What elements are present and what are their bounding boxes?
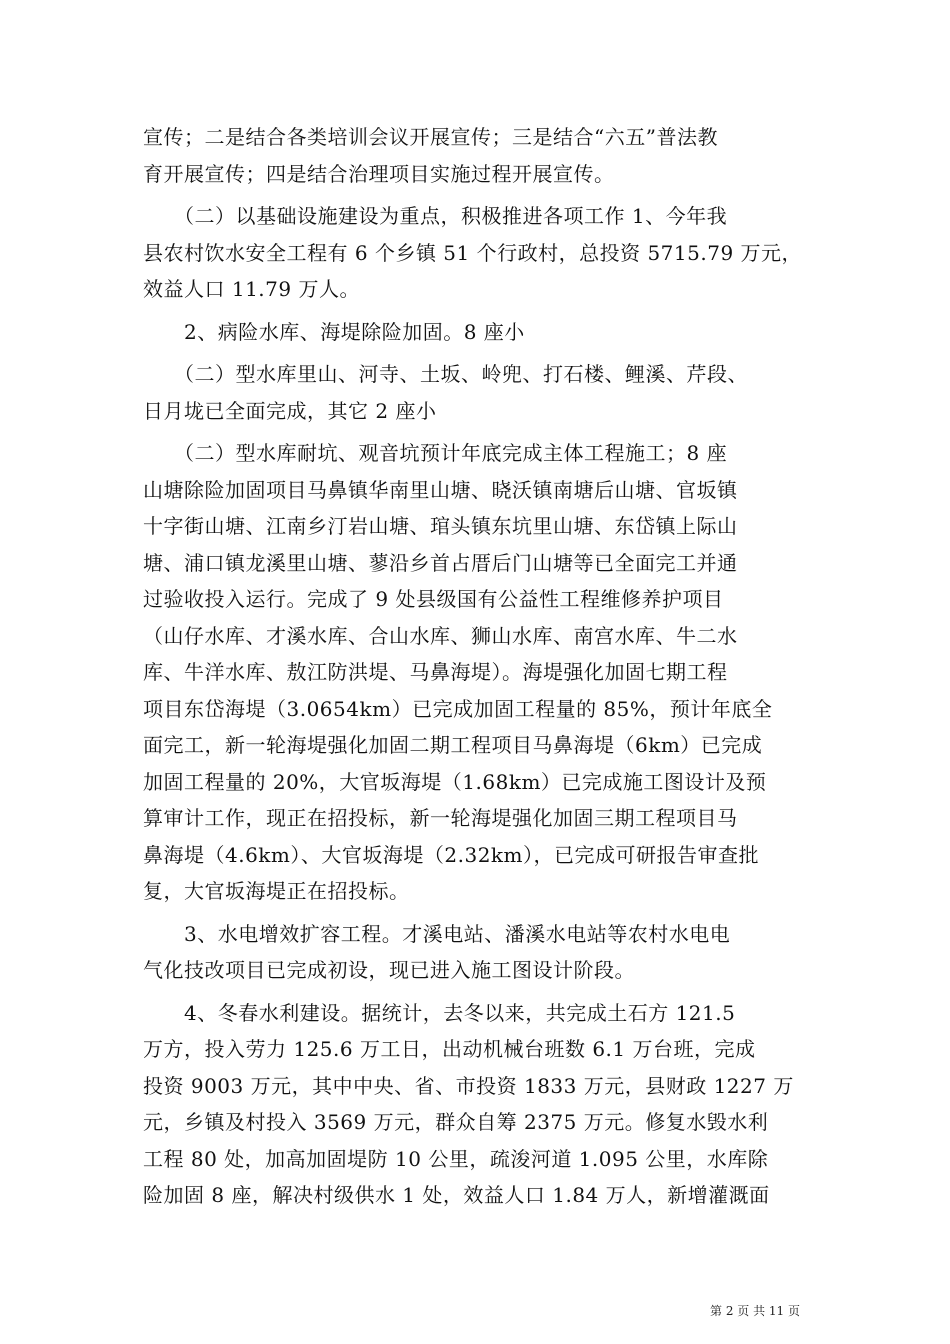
paragraph-winter-spring [143, 995, 813, 1214]
text-line: 元，乡镇及村投入 3569 万元，群众自筹 2375 万元。修复水毁水利 [143, 1110, 769, 1134]
text-line: 险加固 8 座，解决村级供水 1 处，效益人口 1.84 万人，新增灌溉面 [143, 1183, 770, 1207]
text-line: 塘、浦口镇龙溪里山塘、蓼沿乡首占厝后门山塘等已全面完工并通 [143, 550, 738, 575]
text-line: 山塘除险加固项目马鼻镇华南里山塘、晓沃镇南塘后山塘、官坂镇 [143, 477, 738, 502]
text-line: 效益人口 11.79 万人。 [143, 277, 360, 301]
text-line: 3、水电增效扩容工程。才溪电站、潘溪水电站等农村水电电 [143, 921, 731, 946]
text-line: 鼻海堤（4.6km）、大官坂海堤（2.32km），已完成可研报告审查批 [143, 842, 760, 867]
text-line: 过验收投入运行。完成了 9 处县级国有公益性工程维修养护项目 [143, 587, 724, 611]
text-line: 投资 9003 万元，其中中央、省、市投资 1833 万元，县财政 1227 万 [143, 1073, 794, 1098]
text-line: 日月垅已全面完成，其它 2 座小 [143, 398, 437, 423]
paragraph-publicity [143, 119, 813, 192]
text-line: 算审计工作，现正在招投标，新一轮海堤强化加固三期工程项目马 [143, 806, 738, 830]
paragraph-seawall [143, 435, 813, 910]
paragraph-reservoir-complete [143, 356, 813, 429]
text-line: 十字街山塘、江南乡汀岩山塘、琯头镇东坑里山塘、东岱镇上际山 [143, 514, 738, 538]
paragraph-hydropower [143, 916, 813, 989]
text-line: （二）型水库耐坑、观音坑预计年底完成主体工程施工；8 座 [143, 441, 728, 465]
text-line: （山仔水库、才溪水库、合山水库、狮山水库、南宫水库、牛二水 [143, 623, 738, 648]
paragraph-infrastructure [143, 198, 813, 308]
page-number: 第 2 页 共 11 页 [710, 1304, 800, 1318]
text-line: 面完工，新一轮海堤强化加固二期工程项目马鼻海堤（6km）已完成 [143, 733, 763, 757]
text-line: 县农村饮水安全工程有 6 个乡镇 51 个行政村，总投资 5715.79 万元， [143, 240, 803, 265]
text-line: 4、冬春水利建设。据统计，去冬以来，共完成土石方 121.5 [143, 1000, 736, 1025]
text-line: 项目东岱海堤（3.0654km）已完成加固工程量的 85%，预计年底全 [143, 696, 773, 721]
text-line: 宣传；二是结合各类培训会议开展宣传；三是结合“六五”普法教 [143, 125, 718, 149]
paragraph-reservoir-heading [143, 314, 813, 351]
text-line: （二）型水库里山、河寺、土坂、岭兜、打石楼、鲤溪、芹段、 [143, 362, 748, 386]
text-line: 育开展宣传；四是结合治理项目实施过程开展宣传。 [143, 161, 615, 186]
text-line: 气化技改项目已完成初设，现已进入施工图设计阶段。 [143, 958, 635, 982]
text-line: 加固工程量的 20%，大官坂海堤（1.68km）已完成施工图设计及预 [143, 769, 767, 794]
document-body [143, 119, 813, 1214]
text-line: 2、病险水库、海堤除险加固。8 座小 [143, 319, 525, 344]
text-line: 工程 80 处，加高加固堤防 10 公里，疏浚河道 1.095 公里，水库除 [143, 1146, 769, 1171]
text-line: （二）以基础设施建设为重点，积极推进各项工作 1、今年我 [143, 204, 728, 228]
text-line: 库、牛洋水库、敖江防洪堤、马鼻海堤）。海堤强化加固七期工程 [143, 660, 728, 684]
text-line: 万方，投入劳力 125.6 万工日，出动机械台班数 6.1 万台班，完成 [143, 1037, 756, 1061]
text-line: 复，大官坂海堤正在招投标。 [143, 879, 410, 903]
